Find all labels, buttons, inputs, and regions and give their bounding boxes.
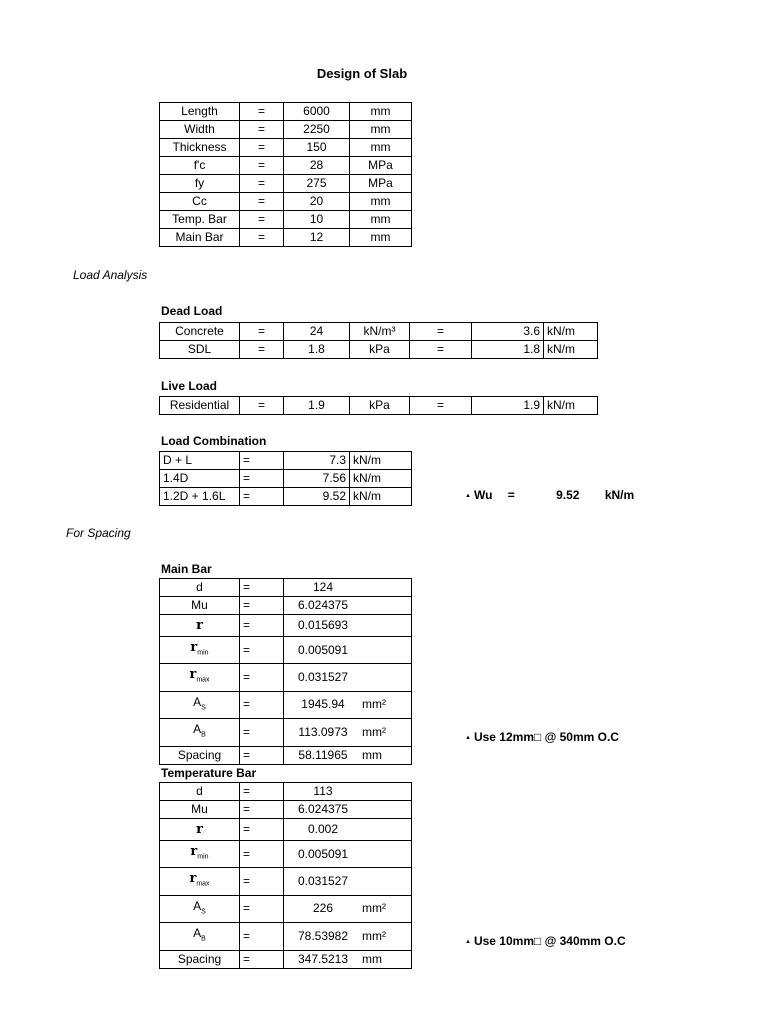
spacing-equals: = xyxy=(240,895,284,922)
load-result: 1.8 xyxy=(472,341,544,359)
param-equals: = xyxy=(240,157,284,175)
param-unit: mm xyxy=(350,121,412,139)
spacing-value: 6.024375 xyxy=(284,597,412,615)
param-unit: mm xyxy=(350,211,412,229)
load-equals: = xyxy=(240,397,284,415)
spacing-label: $A_S$ xyxy=(160,691,240,718)
param-label: Temp. Bar xyxy=(160,211,240,229)
temperature-bar-table xyxy=(159,782,412,969)
param-value: 28 xyxy=(284,157,350,175)
load-value: 1.8 xyxy=(284,341,350,359)
spacing-equals: = xyxy=(240,783,284,801)
table-row xyxy=(160,691,412,718)
combo-equals: = xyxy=(240,470,284,488)
spacing-label: r xyxy=(160,615,240,637)
live-load-heading: Live Load xyxy=(161,379,218,393)
spacing-label: $r_{min}$ xyxy=(160,637,240,664)
spacing-label: $A_S$ xyxy=(160,895,240,922)
spacing-value: 0.005091 xyxy=(284,637,412,664)
param-label: Width xyxy=(160,121,240,139)
load-unit: kPa xyxy=(350,397,410,415)
table-row xyxy=(160,819,412,841)
spacing-equals: = xyxy=(240,719,284,746)
load-result: 3.6 xyxy=(472,323,544,341)
param-equals: = xyxy=(240,175,284,193)
dead-load-heading: Dead Load xyxy=(161,304,223,318)
table-row xyxy=(160,211,412,229)
spacing-equals: = xyxy=(240,691,284,718)
section-for-spacing: For Spacing xyxy=(66,526,131,540)
combo-unit: kN/m xyxy=(350,488,412,506)
spacing-label: Mu xyxy=(160,801,240,819)
parameters-table xyxy=(159,102,412,247)
param-unit: mm xyxy=(350,103,412,121)
spacing-value: 0.002 xyxy=(284,819,412,841)
wu-result: ▲ Wu = 9.52 kN/m xyxy=(465,488,635,502)
main-bar-heading: Main Bar xyxy=(161,562,212,576)
param-label: fy xyxy=(160,175,240,193)
load-value: 24 xyxy=(284,323,350,341)
spacing-value: 78.53982 mm² xyxy=(284,923,412,950)
dead-load-table xyxy=(159,322,598,359)
table-row xyxy=(160,341,598,359)
spacing-label: Mu xyxy=(160,597,240,615)
param-value: 6000 xyxy=(284,103,350,121)
spacing-equals: = xyxy=(240,923,284,950)
spacing-label: Spacing xyxy=(160,746,240,764)
spacing-label: Spacing xyxy=(160,950,240,968)
table-row xyxy=(160,157,412,175)
table-row xyxy=(160,103,412,121)
param-label: f'c xyxy=(160,157,240,175)
load-equals: = xyxy=(240,341,284,359)
param-value: 150 xyxy=(284,139,350,157)
table-row xyxy=(160,868,412,895)
spacing-equals: = xyxy=(240,615,284,637)
param-equals: = xyxy=(240,193,284,211)
live-load-table xyxy=(159,396,598,415)
arrow-icon: ▲ xyxy=(465,734,471,741)
load-equals-2: = xyxy=(410,397,472,415)
table-row xyxy=(160,193,412,211)
combo-value: 9.52 xyxy=(284,488,350,506)
param-equals: = xyxy=(240,139,284,157)
table-row xyxy=(160,637,412,664)
temperature-bar-note: ▲ Use 10mm□ @ 340mm O.C xyxy=(465,934,626,948)
spacing-value: 113 xyxy=(284,783,412,801)
spacing-equals: = xyxy=(240,868,284,895)
load-combination-table xyxy=(159,451,412,506)
table-row xyxy=(160,615,412,637)
spacing-value: 347.5213 mm xyxy=(284,950,412,968)
load-equals-2: = xyxy=(410,323,472,341)
spacing-equals: = xyxy=(240,637,284,664)
load-combination-heading: Load Combination xyxy=(161,434,267,448)
table-row xyxy=(160,950,412,968)
param-equals: = xyxy=(240,211,284,229)
param-equals: = xyxy=(240,103,284,121)
param-label: Cc xyxy=(160,193,240,211)
arrow-icon: ▲ xyxy=(465,492,471,499)
spacing-label: $A_B$ xyxy=(160,719,240,746)
spacing-equals: = xyxy=(240,819,284,841)
table-row xyxy=(160,470,412,488)
spacing-label: $r_{min}$ xyxy=(160,841,240,868)
load-value: 1.9 xyxy=(284,397,350,415)
table-row xyxy=(160,746,412,764)
spacing-value: 226 mm² xyxy=(284,895,412,922)
load-equals: = xyxy=(240,323,284,341)
table-row xyxy=(160,597,412,615)
spacing-label: $r_{max}$ xyxy=(160,664,240,691)
spacing-value: 113.0973 mm² xyxy=(284,719,412,746)
param-equals: = xyxy=(240,121,284,139)
combo-equals: = xyxy=(240,488,284,506)
table-row xyxy=(160,397,598,415)
spacing-value: 0.015693 xyxy=(284,615,412,637)
param-value: 10 xyxy=(284,211,350,229)
table-row xyxy=(160,664,412,691)
table-row xyxy=(160,452,412,470)
param-label: Main Bar xyxy=(160,229,240,247)
spacing-equals: = xyxy=(240,950,284,968)
param-unit: MPa xyxy=(350,175,412,193)
table-row xyxy=(160,719,412,746)
combo-label: 1.2D + 1.6L xyxy=(160,488,240,506)
load-result-unit: kN/m xyxy=(544,397,598,415)
spacing-label: d xyxy=(160,783,240,801)
load-equals-2: = xyxy=(410,341,472,359)
spacing-equals: = xyxy=(240,841,284,868)
section-load-analysis: Load Analysis xyxy=(73,268,148,282)
table-row xyxy=(160,579,412,597)
table-row xyxy=(160,175,412,193)
table-row xyxy=(160,783,412,801)
param-unit: MPa xyxy=(350,157,412,175)
combo-value: 7.3 xyxy=(284,452,350,470)
param-value: 20 xyxy=(284,193,350,211)
spacing-value: 0.031527 xyxy=(284,868,412,895)
spacing-equals: = xyxy=(240,746,284,764)
load-unit: kPa xyxy=(350,341,410,359)
page-title: Design of Slab xyxy=(316,66,408,81)
combo-label: D + L xyxy=(160,452,240,470)
param-equals: = xyxy=(240,229,284,247)
table-row xyxy=(160,488,412,506)
spacing-equals: = xyxy=(240,801,284,819)
combo-value: 7.56 xyxy=(284,470,350,488)
param-value: 12 xyxy=(284,229,350,247)
spacing-value: 1945.94 mm² xyxy=(284,691,412,718)
spacing-value: 6.024375 xyxy=(284,801,412,819)
spacing-value: 124 xyxy=(284,579,412,597)
spacing-value: 58.11965 mm xyxy=(284,746,412,764)
spacing-value: 0.031527 xyxy=(284,664,412,691)
combo-equals: = xyxy=(240,452,284,470)
load-result-unit: kN/m xyxy=(544,341,598,359)
table-row xyxy=(160,121,412,139)
param-unit: mm xyxy=(350,139,412,157)
param-label: Thickness xyxy=(160,139,240,157)
table-row xyxy=(160,229,412,247)
param-unit: mm xyxy=(350,193,412,211)
spacing-equals: = xyxy=(240,664,284,691)
table-row xyxy=(160,801,412,819)
table-row xyxy=(160,841,412,868)
spacing-equals: = xyxy=(240,579,284,597)
table-row xyxy=(160,323,598,341)
main-bar-note: ▲ Use 12mm□ @ 50mm O.C xyxy=(465,730,619,744)
spacing-label: r xyxy=(160,819,240,841)
load-label: SDL xyxy=(160,341,240,359)
combo-label: 1.4D xyxy=(160,470,240,488)
param-unit: mm xyxy=(350,229,412,247)
combo-unit: kN/m xyxy=(350,452,412,470)
temperature-bar-heading: Temperature Bar xyxy=(161,766,257,780)
load-result: 1.9 xyxy=(472,397,544,415)
load-label: Residential xyxy=(160,397,240,415)
spacing-value: 0.005091 xyxy=(284,841,412,868)
table-row xyxy=(160,923,412,950)
param-value: 275 xyxy=(284,175,350,193)
load-label: Concrete xyxy=(160,323,240,341)
param-label: Length xyxy=(160,103,240,121)
combo-unit: kN/m xyxy=(350,470,412,488)
load-result-unit: kN/m xyxy=(544,323,598,341)
arrow-icon: ▲ xyxy=(465,938,471,945)
spacing-label: $r_{max}$ xyxy=(160,868,240,895)
spacing-label: $A_B$ xyxy=(160,923,240,950)
load-unit: kN/m³ xyxy=(350,323,410,341)
main-bar-table xyxy=(159,578,412,765)
spacing-equals: = xyxy=(240,597,284,615)
table-row xyxy=(160,139,412,157)
table-row xyxy=(160,895,412,922)
param-value: 2250 xyxy=(284,121,350,139)
spacing-label: d xyxy=(160,579,240,597)
